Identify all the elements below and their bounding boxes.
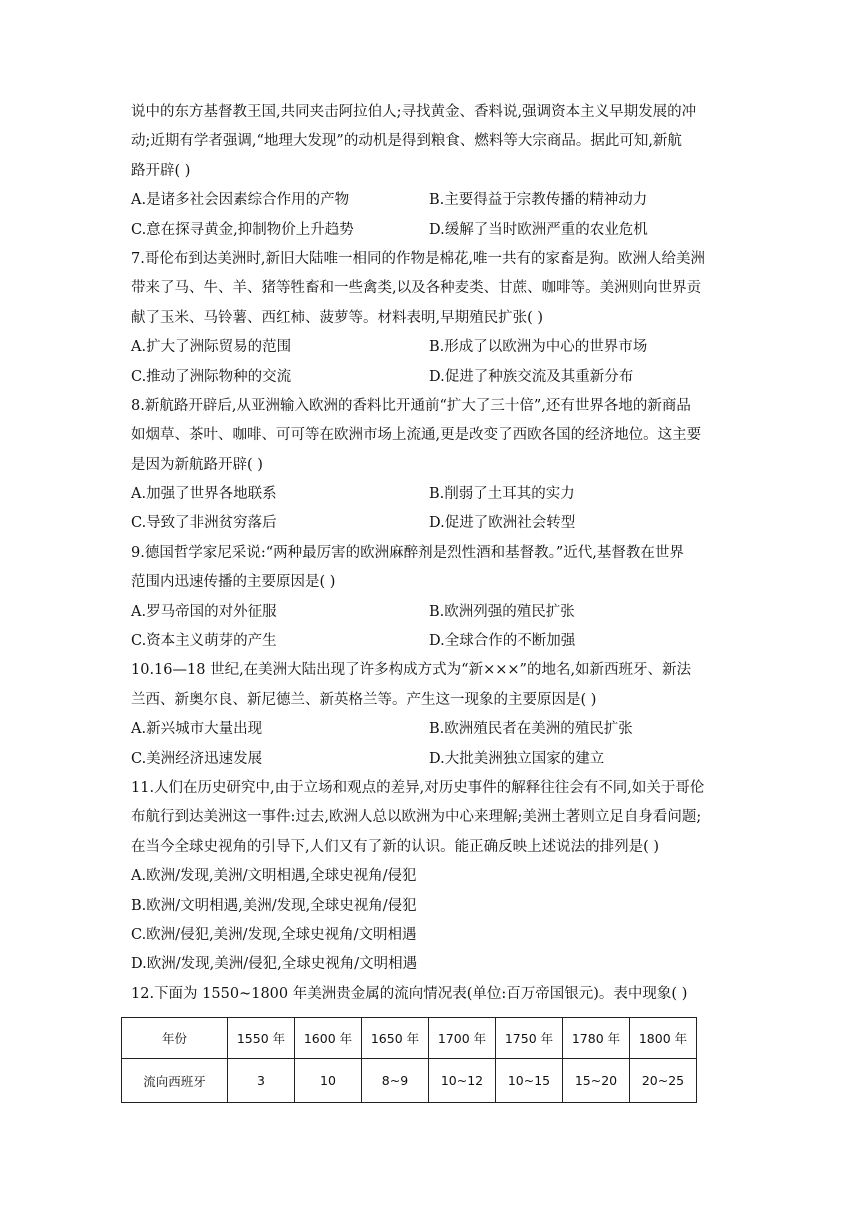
header-cell: 1800 年 — [630, 1018, 697, 1059]
q10-option-d[interactable]: D.大批美洲独立国家的建立 — [429, 750, 605, 767]
q7-option-a[interactable]: A.扩大了洲际贸易的范围 — [131, 339, 292, 356]
table-cell: 3 — [228, 1059, 295, 1103]
q9-option-b[interactable]: B.欧洲列强的殖民扩张 — [429, 603, 575, 620]
q10-option-a[interactable]: A.新兴城市大量出现 — [131, 721, 263, 738]
q11-option-b[interactable]: B.欧洲/文明相遇,美洲/发现,全球史视角/侵犯 — [131, 897, 417, 914]
q8-option-b[interactable]: B.削弱了土耳其的实力 — [429, 486, 575, 503]
header-cell: 1750 年 — [496, 1018, 563, 1059]
q7-option-row — [131, 333, 731, 362]
q7-stem-line: 7.哥伦布到达美洲时,新旧大陆唯一相同的作物是棉花,唯一共有的家畜是狗。欧洲人给美洲 — [131, 250, 706, 267]
table-cell: 10~15 — [496, 1059, 563, 1103]
q11-stem-line: 布航行到达美洲这一事件:过去,欧洲人总以欧洲为中心来理解;美洲土著则立足自身看问题; — [131, 809, 702, 826]
table-header-row — [122, 1018, 697, 1059]
q10-option-row — [131, 715, 731, 744]
q10-stem-line: 10.16—18 世纪,在美洲大陆出现了许多构成方式为“新×××”的地名,如新西班牙、新法 — [131, 662, 692, 679]
q10-stem-line: 兰西、新奥尔良、新尼德兰、新英格兰等。产生这一现象的主要原因是( ) — [131, 691, 597, 708]
table-cell: 10 — [295, 1059, 362, 1103]
q6-stem-line: 路开辟( ) — [131, 162, 191, 179]
q11-stem-line: 在当今全球史视角的引导下,人们又有了新的认识。能正确反映上述说法的排列是( ) — [131, 838, 660, 855]
q7-option-b[interactable]: B.形成了以欧洲为中心的世界市场 — [429, 339, 648, 356]
header-cell: 1600 年 — [295, 1018, 362, 1059]
q8-option-row — [131, 509, 731, 538]
q9-stem-line: 9.德国哲学家尼采说:“两种最厉害的欧洲麻醉剂是烈性酒和基督教。”近代,基督教在世界 — [131, 544, 684, 561]
q7-option-row — [131, 363, 731, 392]
q6-option-b[interactable]: B.主要得益于宗教传播的精神动力 — [429, 192, 648, 209]
q6-option-d[interactable]: D.缓解了当时欧洲严重的农业危机 — [429, 221, 648, 238]
q6-stem-line: 说中的东方基督教王国,共同夹击阿拉伯人;寻找黄金、香料说,强调资本主义早期发展的冲 — [131, 104, 697, 120]
header-cell-year: 年份 — [122, 1018, 228, 1059]
q8-option-c[interactable]: C.导致了非洲贫穷落后 — [131, 515, 277, 532]
q8-stem-line: 8.新航路开辟后,从亚洲输入欧洲的香料比开通前“扩大了三十倍”,还有世界各地的新商品 — [131, 397, 691, 414]
header-cell: 1700 年 — [429, 1018, 496, 1059]
table-cell: 10~12 — [429, 1059, 496, 1103]
q11-option-a[interactable]: A.欧洲/发现,美洲/文明相遇,全球史视角/侵犯 — [131, 868, 417, 885]
q10-option-c[interactable]: C.美洲经济迅速发展 — [131, 750, 263, 767]
q12-stem-line: 12.下面为 1550~1800 年美洲贵金属的流向情况表(单位:百万帝国银元)。表中现象( ) — [131, 985, 688, 1002]
q9-option-a[interactable]: A.罗马帝国的对外征服 — [131, 603, 277, 620]
table-row — [122, 1059, 697, 1103]
header-cell: 1650 年 — [362, 1018, 429, 1059]
q11-stem-line: 11.人们在历史研究中,由于立场和观点的差异,对历史事件的解释往往会有不同,如关于哥伦 — [131, 779, 705, 796]
header-cell: 1780 年 — [563, 1018, 630, 1059]
q7-stem-line: 带来了马、牛、羊、猪等牲畜和一些禽类,以及各种麦类、甘蔗、咖啡等。美洲则向世界贡 — [131, 280, 702, 297]
q6-option-c[interactable]: C.意在探寻黄金,抑制物价上升趋势 — [131, 221, 354, 238]
q7-option-d[interactable]: D.促进了种族交流及其重新分布 — [429, 368, 634, 385]
q10-option-b[interactable]: B.欧洲殖民者在美洲的殖民扩张 — [429, 721, 633, 738]
precious-metal-flow-table — [121, 1017, 697, 1103]
q8-option-a[interactable]: A.加强了世界各地联系 — [131, 486, 277, 503]
q9-stem-line: 范围内迅速传播的主要原因是( ) — [131, 574, 336, 591]
q9-option-c[interactable]: C.资本主义萌芽的产生 — [131, 633, 277, 650]
q6-option-row — [131, 186, 731, 215]
q7-stem-line: 献了玉米、马铃薯、西红柿、菠萝等。材料表明,早期殖民扩张( ) — [131, 309, 544, 326]
q9-option-d[interactable]: D.全球合作的不断加强 — [429, 633, 576, 650]
q11-option-c[interactable]: C.欧洲/侵犯,美洲/发现,全球史视角/文明相遇 — [131, 926, 417, 943]
table-cell: 15~20 — [563, 1059, 630, 1103]
q7-option-c[interactable]: C.推动了洲际物种的交流 — [131, 368, 292, 385]
q8-stem-line: 如烟草、茶叶、咖啡、可可等在欧洲市场上流通,更是改变了西欧各国的经济地位。这主要 — [131, 427, 702, 444]
q6-option-a[interactable]: A.是诸多社会因素综合作用的产物 — [131, 192, 350, 209]
table-cell: 8~9 — [362, 1059, 429, 1103]
q11-option-d[interactable]: D.欧洲/发现,美洲/侵犯,全球史视角/文明相遇 — [131, 956, 418, 973]
q10-option-row — [131, 745, 731, 774]
row-label-cell: 流向西班牙 — [122, 1059, 228, 1103]
table-cell: 20~25 — [630, 1059, 697, 1103]
q8-option-d[interactable]: D.促进了欧洲社会转型 — [429, 515, 576, 532]
q8-option-row — [131, 480, 731, 509]
q9-option-row — [131, 627, 731, 656]
q9-option-row — [131, 598, 731, 627]
header-cell: 1550 年 — [228, 1018, 295, 1059]
q6-option-row — [131, 216, 731, 245]
q6-stem-line: 动;近期有学者强调,“地理大发现”的动机是得到粮食、燃料等大宗商品。据此可知,新航 — [131, 133, 682, 150]
q8-stem-line: 是因为新航路开辟( ) — [131, 456, 263, 473]
question-content — [131, 98, 731, 1009]
